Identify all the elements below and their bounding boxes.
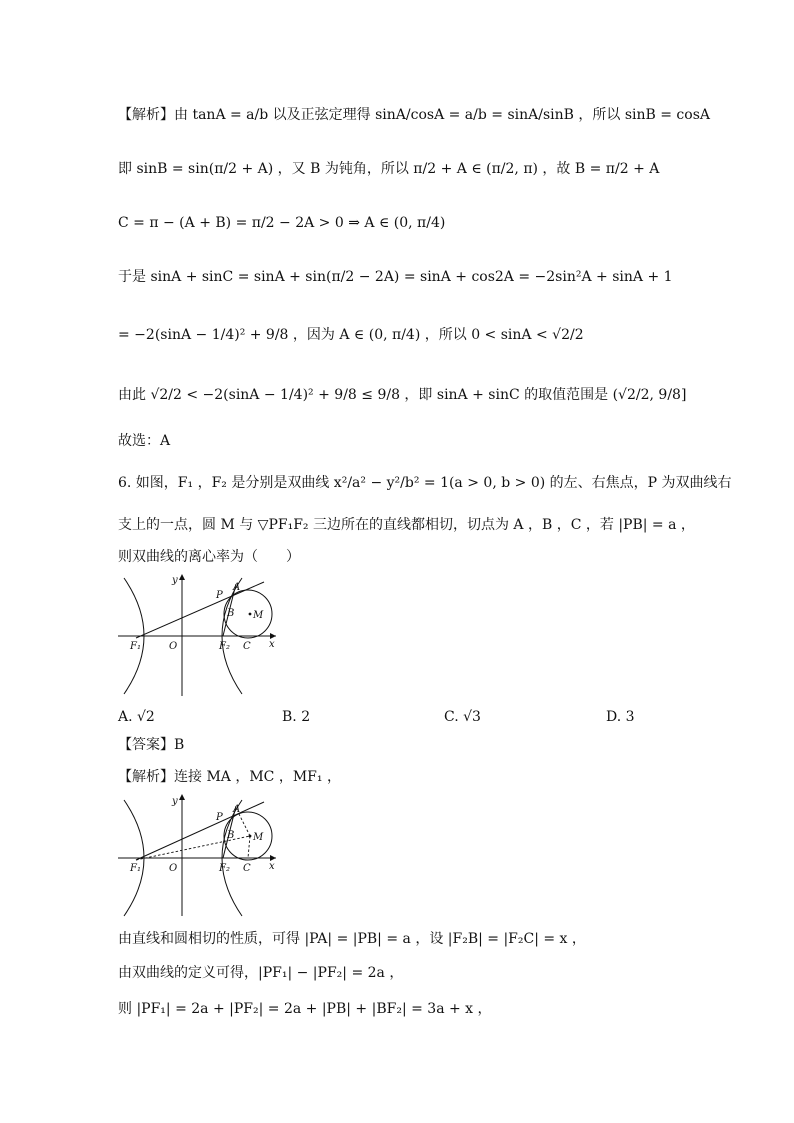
label-x: x (269, 639, 275, 650)
analysis-intro: 【解析】连接 MA ，MC ，MF₁ ， (118, 769, 341, 785)
label-F1: F₁ (130, 863, 141, 874)
solution5-line-3: C = π − (A + B) = π/2 − 2A > 0 ⇒ A ∈ (0, π/4) (118, 215, 446, 231)
label-C: C (243, 641, 251, 652)
option-c: C. √3 (444, 709, 481, 725)
solution5-line-2: 即 sinB = sin(π/2 + A) ，又 B 为钝角，所以 π/2 + A ∈ (π/2, π) ，故 B = π/2 + A (118, 161, 660, 177)
y-arrow (179, 794, 185, 800)
dashed-MC (248, 836, 250, 858)
option-a: A. √2 (118, 709, 155, 725)
question6-line-3: 则双曲线的离心率为（ ） (118, 549, 300, 565)
label-P: P (216, 812, 223, 823)
solution5-choice: 故选：A (118, 433, 171, 449)
point-M (249, 613, 252, 616)
answer-label: 【答案】B (118, 737, 185, 753)
label-P: P (216, 590, 223, 601)
point-M (249, 835, 252, 838)
label-y: y (172, 575, 178, 586)
label-x: x (269, 861, 275, 872)
analysis-step-3: 则 |PF₁| = 2a + |PF₂| = 2a + |PB| + |BF₂| = 3a + x ， (118, 1001, 492, 1017)
label-M: M (253, 832, 264, 843)
label-O: O (169, 863, 178, 874)
label-F2: F₂ (219, 863, 230, 874)
label-C: C (243, 863, 251, 874)
label-M: M (253, 610, 264, 621)
label-B: B (227, 830, 235, 841)
y-arrow (179, 574, 185, 580)
label-B: B (227, 608, 235, 619)
label-A: A (233, 582, 241, 593)
question6-line-2: 支上的一点，圆 M 与 ▽PF₁F₂ 三边所在的直线都相切，切点为 A ，B ，C ，若 |PB| = a ， (118, 517, 695, 533)
hyperbola-figure-1 (118, 572, 288, 698)
solution5-line-4: 于是 sinA + sinC = sinA + sin(π/2 − 2A) = sinA + cos2A = −2sin²A + sinA + 1 (118, 269, 673, 285)
analysis-step-2: 由双曲线的定义可得，|PF₁| − |PF₂| = 2a ， (118, 965, 404, 981)
label-y: y (172, 796, 178, 807)
question6-line-1: 6. 如图，F₁ ，F₂ 是分别是双曲线 x²/a² − y²/b² = 1(a > 0, b > 0) 的左、右焦点，P 为双曲线右 (118, 475, 732, 491)
option-d: D. 3 (606, 709, 635, 725)
solution5-line-1: 【解析】由 tanA = a/b 以及正弦定理得 sinA/cosA = a/b = sinA/sinB ，所以 sinB = cosA (118, 107, 710, 123)
label-F1: F₁ (130, 641, 141, 652)
solution5-line-5: = −2(sinA − 1/4)² + 9/8 ，因为 A ∈ (0, π/4) ，所以 0 < sinA < √2/2 (118, 327, 584, 343)
label-F2: F₂ (219, 641, 230, 652)
analysis-step-1: 由直线和圆相切的性质，可得 |PA| = |PB| = a ，设 |F₂B| = |F₂C| = x ， (118, 931, 586, 947)
option-b: B. 2 (282, 709, 311, 725)
hyperbola-figure-2 (118, 792, 288, 918)
solution5-line-6: 由此 √2/2 < −2(sinA − 1/4)² + 9/8 ≤ 9/8 ，即 sinA + sinC 的取值范围是 (√2/2, 9/8] (118, 387, 687, 403)
tangent-line-F1P (136, 802, 264, 860)
label-A: A (233, 804, 241, 815)
label-O: O (169, 641, 178, 652)
dashed-MA (238, 812, 250, 836)
